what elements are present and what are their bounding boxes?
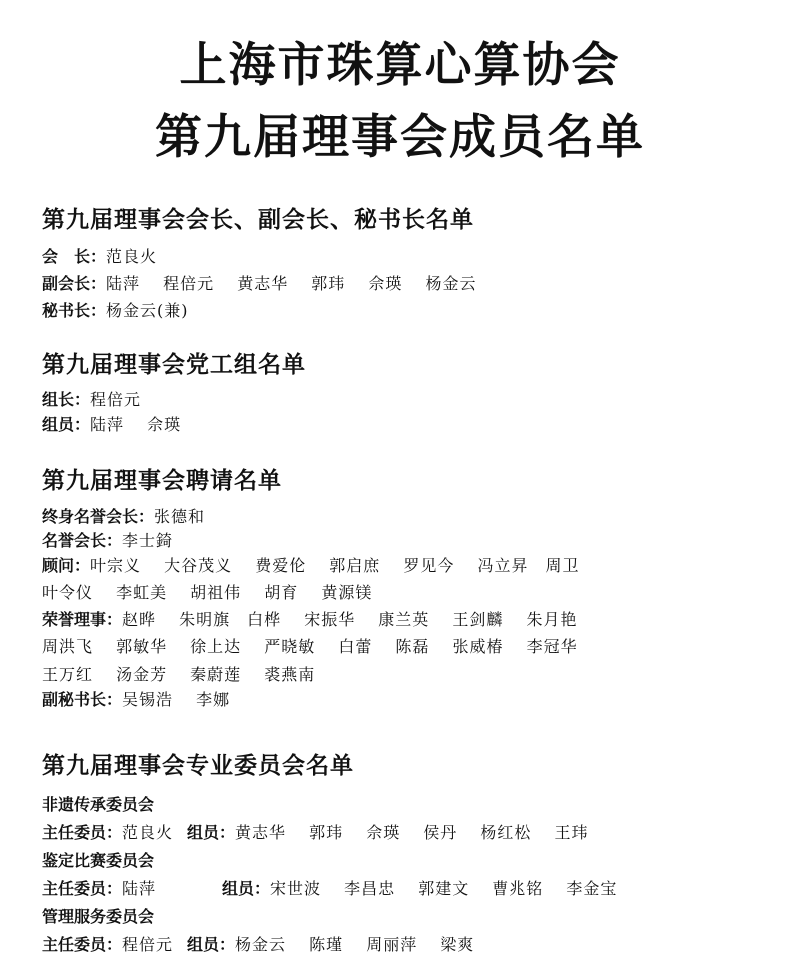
life-honorary-row bbox=[42, 506, 205, 528]
honorary-board-row bbox=[42, 609, 577, 631]
advisor-row-2 bbox=[42, 582, 372, 604]
committee-heritage-row bbox=[42, 822, 588, 844]
party-members-row bbox=[42, 414, 181, 436]
vice-president-names: 陆萍 程倍元 黄志华 郭玮 佘瑛 杨金云 bbox=[106, 274, 477, 293]
heritage-director-name: 范良火 bbox=[122, 823, 174, 842]
section-heading-party: 第九届理事会党工组名单 bbox=[42, 352, 306, 378]
committee-heritage-title: 非遗传承委员会 bbox=[42, 795, 155, 814]
section-heading-invited: 第九届理事会聘请名单 bbox=[42, 468, 282, 494]
honorary-board-names: 赵晔 朱明旗 白桦 宋振华 康兰英 王剑麟 朱月艳 bbox=[122, 610, 578, 629]
secretary-row bbox=[42, 300, 189, 322]
service-members-names: 杨金云 陈瑾 周丽萍 梁爽 bbox=[235, 935, 475, 954]
honorary-board-label: 荣誉理事： bbox=[42, 610, 123, 629]
president-row bbox=[42, 246, 157, 268]
honorary-board-row-2 bbox=[42, 636, 578, 658]
honorary-president-row bbox=[42, 530, 173, 552]
heritage-director-label: 主任委员： bbox=[42, 823, 123, 842]
heritage-members-label: 组员： bbox=[187, 823, 236, 842]
president-label: 会 长： bbox=[42, 247, 107, 266]
party-leader-name: 程倍元 bbox=[90, 390, 142, 409]
heritage-members-names: 黄志华 郭玮 佘瑛 侯丹 杨红松 王玮 bbox=[235, 823, 589, 842]
party-members-names: 陆萍 佘瑛 bbox=[90, 415, 182, 434]
appraisal-members-names: 宋世波 李昌忠 郭建文 曹兆铭 李金宝 bbox=[270, 879, 618, 898]
appraisal-director-name: 陆萍 bbox=[122, 879, 157, 898]
life-honorary-name: 张德和 bbox=[154, 507, 206, 526]
honorary-board-names-2: 周洪飞 郭敏华 徐上达 严晓敏 白蕾 陈磊 张威椿 李冠华 bbox=[42, 637, 578, 656]
party-members-label: 组员： bbox=[42, 415, 91, 434]
committee-appraisal-title: 鉴定比赛委员会 bbox=[42, 851, 155, 870]
appraisal-members-label: 组员： bbox=[222, 879, 271, 898]
service-members-label: 组员： bbox=[187, 935, 236, 954]
deputy-secretary-label: 副秘书长： bbox=[42, 690, 123, 709]
honorary-board-names-3: 王万红 汤金芳 秦蔚莲 裘燕南 bbox=[42, 665, 316, 684]
deputy-secretary-row bbox=[42, 689, 230, 711]
life-honorary-label: 终身名誉会长： bbox=[42, 507, 155, 526]
honorary-board-row-3 bbox=[42, 664, 315, 686]
advisor-names-2: 叶令仪 李虹美 胡祖伟 胡育 黄源镁 bbox=[42, 583, 373, 602]
advisor-names: 叶宗义 大谷茂义 费爱伦 郭启庶 罗见今 冯立昇 周卫 bbox=[90, 556, 580, 575]
advisor-label: 顾问： bbox=[42, 556, 91, 575]
vice-president-row bbox=[42, 273, 476, 295]
party-leader-label: 组长： bbox=[42, 390, 91, 409]
committee-service-row bbox=[42, 934, 474, 956]
page-title-line1: 上海市珠算心算协会 bbox=[179, 38, 621, 93]
service-director-label: 主任委员： bbox=[42, 935, 123, 954]
honorary-president-label: 名誉会长： bbox=[42, 531, 123, 550]
section-heading-leadership: 第九届理事会会长、副会长、秘书长名单 bbox=[42, 207, 474, 233]
deputy-secretary-names: 吴锡浩 李娜 bbox=[122, 690, 231, 709]
committee-appraisal-row bbox=[42, 878, 617, 900]
appraisal-director-label: 主任委员： bbox=[42, 879, 123, 898]
committee-service-title: 管理服务委员会 bbox=[42, 907, 155, 926]
president-name: 范良火 bbox=[106, 247, 158, 266]
secretary-label: 秘书长： bbox=[42, 301, 107, 320]
service-director-name: 程倍元 bbox=[122, 935, 174, 954]
section-heading-committees: 第九届理事会专业委员会名单 bbox=[42, 753, 354, 779]
secretary-name: 杨金云(兼) bbox=[106, 301, 189, 320]
vice-president-label: 副会长： bbox=[42, 274, 107, 293]
honorary-president-name: 李士錡 bbox=[122, 531, 174, 550]
page-title-line2: 第九届理事会成员名单 bbox=[155, 110, 645, 165]
party-leader-row bbox=[42, 389, 141, 411]
advisor-row bbox=[42, 555, 579, 577]
